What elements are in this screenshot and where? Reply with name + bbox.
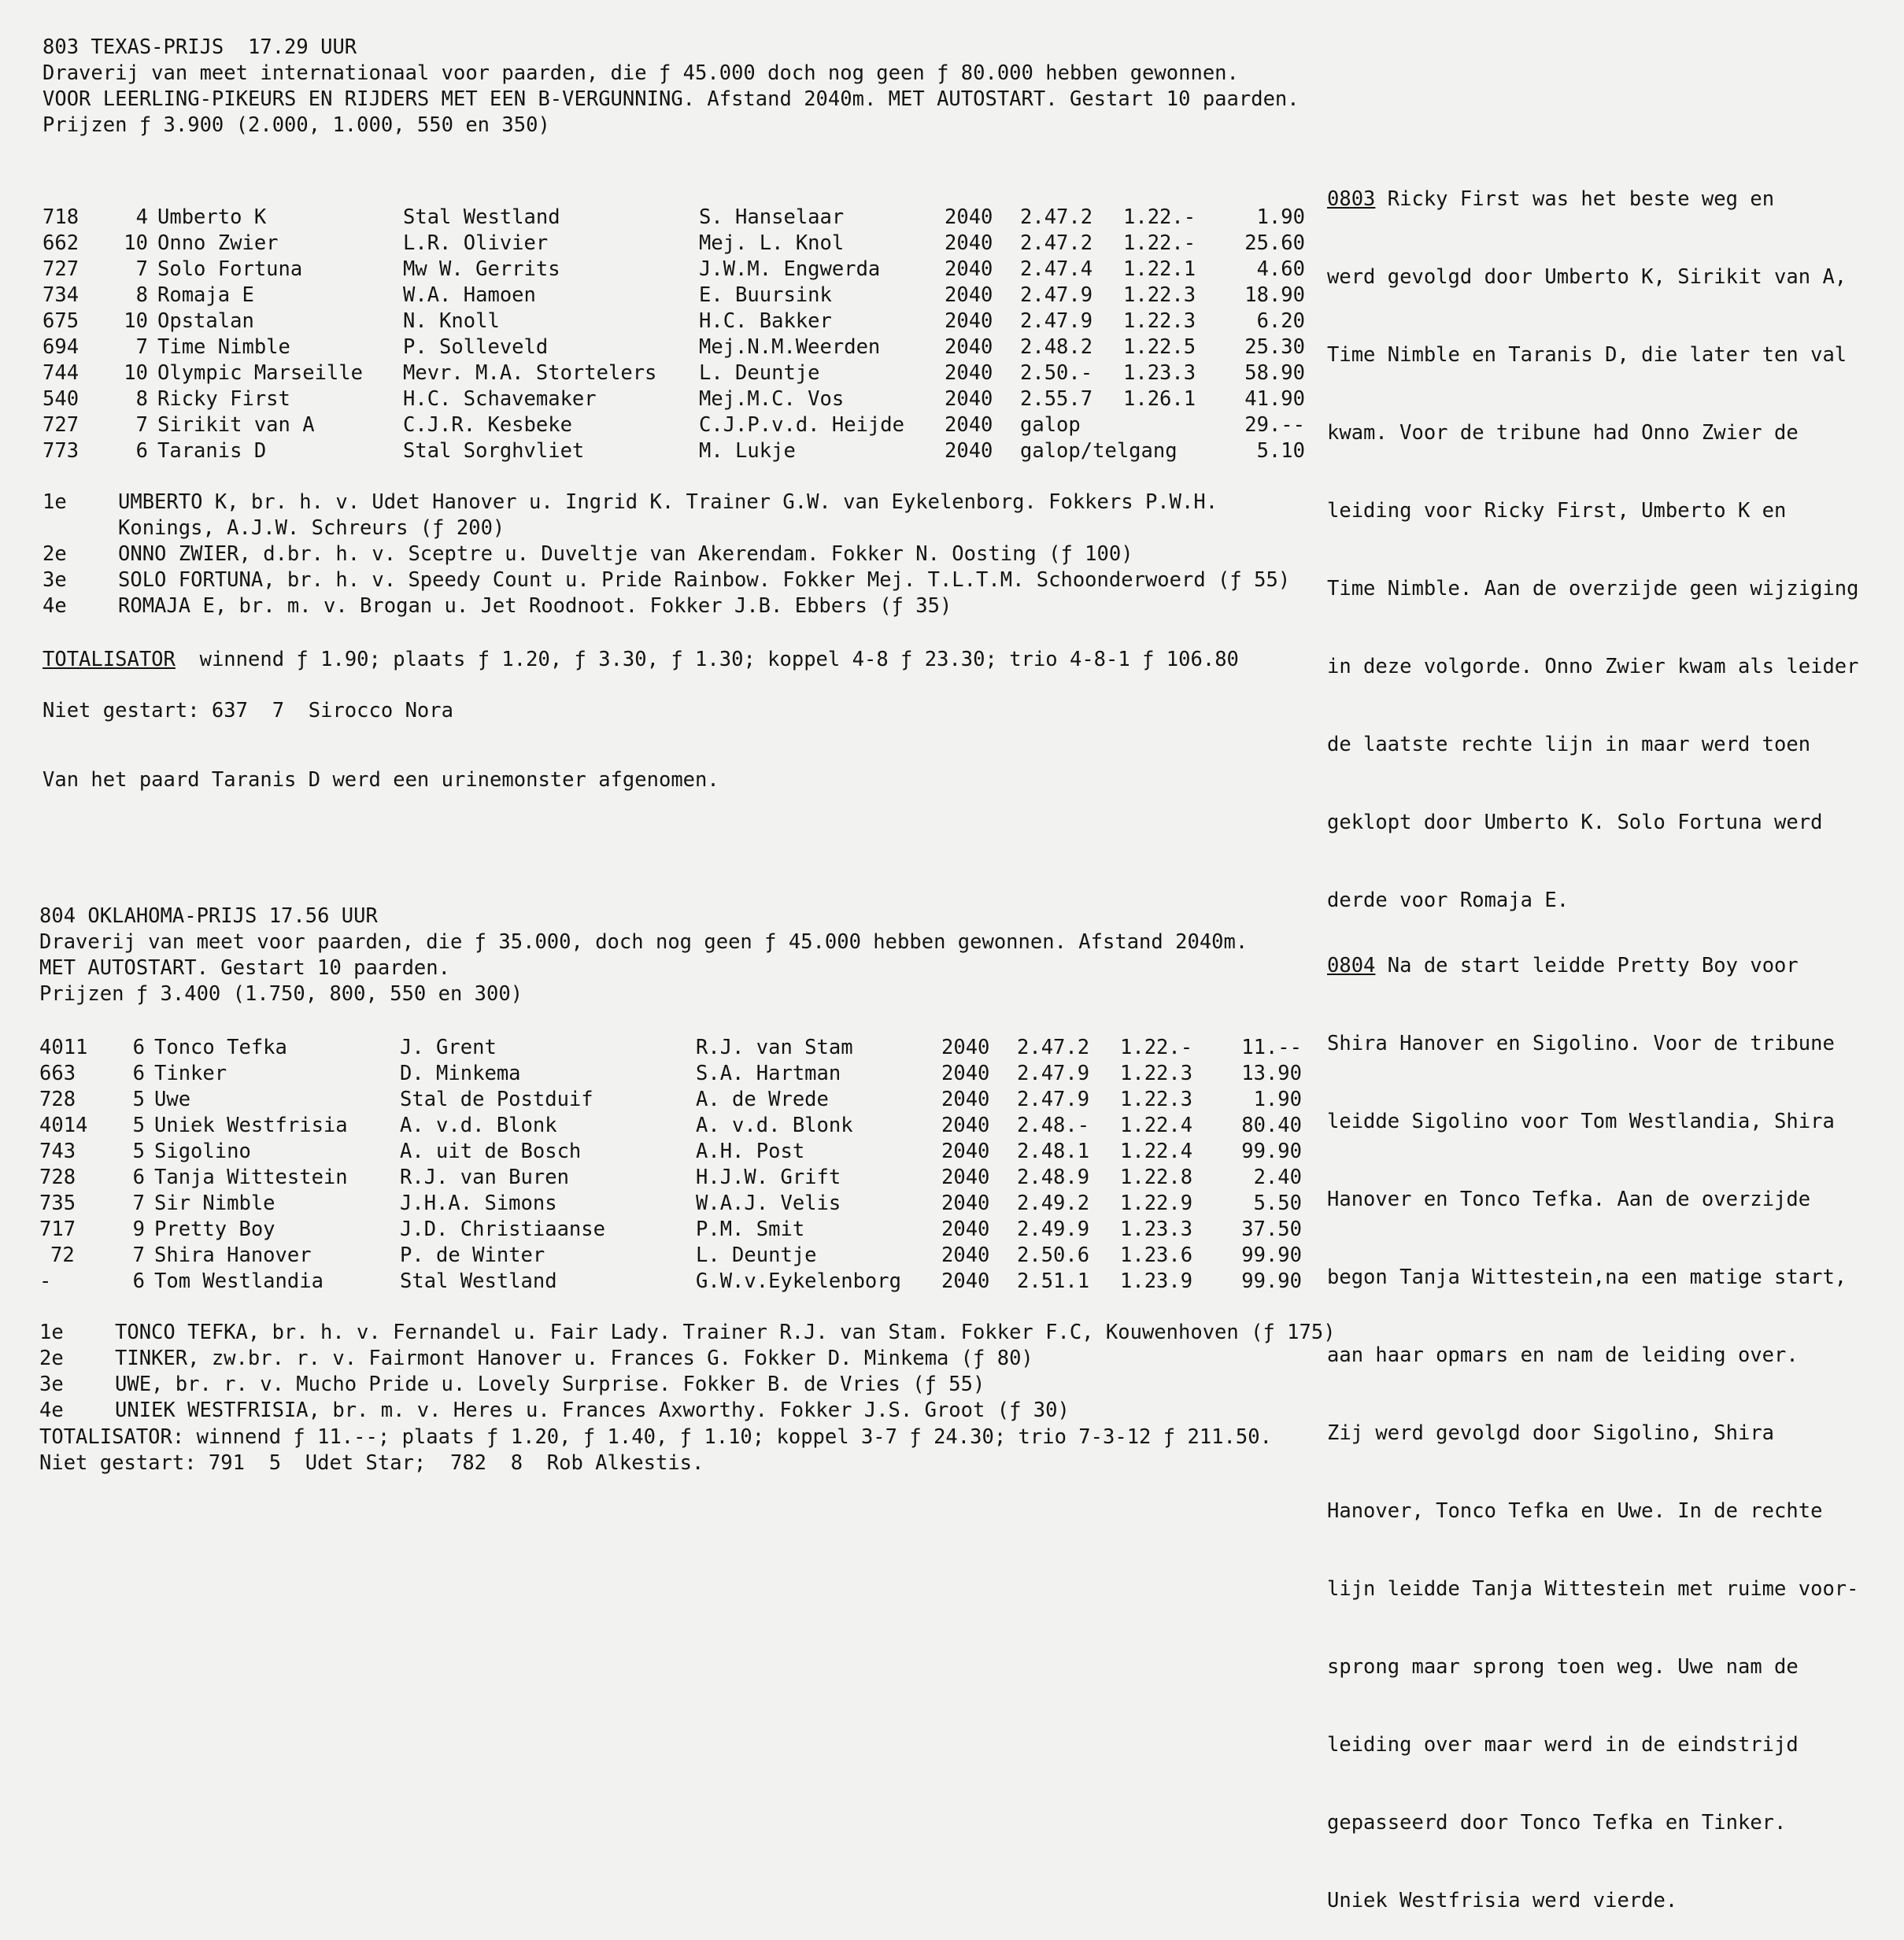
race-804-totalisator: TOTALISATOR: winnend ƒ 11.--; plaats ƒ 1.20, ƒ 1.40, ƒ 1.10; koppel 3-7 ƒ 24.30; trio 7-3-12 ƒ 211.50. <box>39 1425 1272 1449</box>
race-803-description: Draverij van meet internationaal voor paarden, die ƒ 45.000 doch nog geen ƒ 80.000 hebben gewonnen. <box>43 61 1239 85</box>
commentary-line: begon Tanja Wittestein,na een matige start, <box>1327 1266 1847 1289</box>
placing-text: UWE, br. r. v. Mucho Pride u. Lovely Surprise. Fokker B. de Vries (ƒ 55) <box>115 1373 985 1396</box>
start-number: 734 <box>43 283 79 307</box>
rider: A. v.d. Blonk <box>696 1114 853 1137</box>
race-803-prizes: Prijzen ƒ 3.900 (2.000, 1.000, 550 en 350) <box>43 113 550 137</box>
odds: 99.90 <box>1241 1243 1302 1267</box>
start-number: - <box>39 1269 52 1293</box>
rider: L. Deuntje <box>696 1243 817 1267</box>
result-row <box>0 387 1338 413</box>
race-time: 2.49.9 <box>1017 1218 1090 1241</box>
placing-row <box>43 594 1459 620</box>
rider: H.J.W. Grift <box>696 1166 841 1189</box>
rider: A. de Wrede <box>696 1088 829 1111</box>
odds: 25.30 <box>1244 335 1305 359</box>
commentary-line: leiding over maar werd in de eindstrijd <box>1327 1733 1799 1757</box>
km-time: 1.23.9 <box>1120 1269 1193 1293</box>
result-row <box>0 1062 1335 1088</box>
placing-text: UMBERTO K, br. h. v. Udet Hanover u. Ingrid K. Trainer G.W. van Eykelenborg. Fokkers P.W.H. <box>118 490 1218 514</box>
odds: 99.90 <box>1241 1140 1302 1163</box>
distance: 2040 <box>941 1269 990 1293</box>
race-803-note: Van het paard Taranis D werd een urinemonster afgenomen. <box>43 768 719 792</box>
rider: E. Buursink <box>699 283 832 307</box>
horse-name: Tinker <box>154 1062 227 1085</box>
post-number: 10 <box>124 309 148 333</box>
distance: 2040 <box>941 1062 990 1085</box>
race-time: 2.47.9 <box>1020 309 1093 333</box>
result-row <box>0 439 1338 465</box>
owner: N. Knoll <box>403 309 500 333</box>
commentary-line: kwam. Voor de tribune had Onno Zwier de <box>1327 421 1799 445</box>
race-804-prizes: Prijzen ƒ 3.400 (1.750, 800, 550 en 300) <box>39 982 523 1006</box>
start-number: 727 <box>43 413 79 437</box>
distance: 2040 <box>945 361 993 385</box>
owner: P. Solleveld <box>403 335 549 359</box>
owner: Stal Westland <box>403 205 560 229</box>
owner: W.A. Hamoen <box>403 283 536 307</box>
race-804-not-started: Niet gestart: 791 5 Udet Star; 782 8 Rob Alkestis. <box>39 1451 704 1475</box>
horse-name: Umberto K <box>157 205 267 229</box>
placing-label: 4e <box>39 1399 64 1422</box>
result-row <box>0 413 1338 439</box>
result-row <box>0 1166 1335 1192</box>
km-time: 1.22.5 <box>1123 335 1196 359</box>
owner: R.J. van Buren <box>400 1166 569 1189</box>
odds: 37.50 <box>1241 1218 1302 1241</box>
commentary-line: leidde Sigolino voor Tom Westlandia, Shira <box>1327 1110 1835 1133</box>
race-803-commentary <box>1327 135 1894 940</box>
distance: 2040 <box>945 257 993 281</box>
commentary-first-line <box>1327 953 1894 979</box>
odds: 29.-- <box>1244 413 1305 437</box>
rider: L. Deuntje <box>699 361 820 385</box>
start-number: 72 <box>50 1243 75 1267</box>
owner: Mw W. Gerrits <box>403 257 560 281</box>
start-number: 662 <box>43 231 79 255</box>
result-row <box>0 283 1338 309</box>
start-number: 743 <box>39 1140 76 1163</box>
distance: 2040 <box>941 1218 990 1241</box>
commentary-reference: 0803 <box>1327 187 1376 211</box>
distance: 2040 <box>945 231 993 255</box>
owner: J.D. Christiaanse <box>400 1218 605 1241</box>
owner: Stal Westland <box>400 1269 557 1293</box>
rider: A.H. Post <box>696 1140 805 1163</box>
race-time: 2.47.4 <box>1020 257 1093 281</box>
odds: 58.90 <box>1244 361 1305 385</box>
placing-text: Konings, A.J.W. Schreurs (ƒ 200) <box>118 516 505 540</box>
distance: 2040 <box>941 1114 990 1137</box>
rider: C.J.P.v.d. Heijde <box>699 413 904 437</box>
start-number: 4014 <box>39 1114 88 1137</box>
post-number: 6 <box>132 1269 145 1293</box>
post-number: 8 <box>135 283 148 307</box>
owner: H.C. Schavemaker <box>403 387 597 411</box>
start-number: 540 <box>43 387 79 411</box>
distance: 2040 <box>941 1036 990 1059</box>
rider: S. Hanselaar <box>699 205 845 229</box>
placing-text: UNIEK WESTFRISIA, br. m. v. Heres u. Frances Axworthy. Fokker J.S. Groot (ƒ 30) <box>115 1399 1070 1422</box>
race-803-totalisator <box>43 647 1239 673</box>
placing-text: TONCO TEFKA, br. h. v. Fernandel u. Fair Lady. Trainer R.J. van Stam. Fokker F.C, Kouwenhoven (ƒ 175) <box>115 1321 1336 1344</box>
distance: 2040 <box>945 205 993 229</box>
result-row <box>0 1218 1335 1243</box>
distance: 2040 <box>945 413 993 437</box>
horse-name: Time Nimble <box>157 335 290 359</box>
commentary-line: sprong maar sprong toen weg. Uwe nam de <box>1327 1655 1799 1679</box>
commentary-line: Shira Hanover en Sigolino. Voor de tribune <box>1327 1032 1835 1055</box>
commentary-line: Hanover en Tonco Tefka. Aan de overzijde <box>1327 1188 1811 1211</box>
odds: 99.90 <box>1241 1269 1302 1293</box>
placing-row <box>39 1347 1456 1373</box>
commentary-line: leiding voor Ricky First, Umberto K en <box>1327 499 1787 523</box>
start-number: 717 <box>39 1218 76 1241</box>
distance: 2040 <box>941 1166 990 1189</box>
commentary-first-line <box>1327 187 1894 212</box>
placing-text: TINKER, zw.br. r. v. Fairmont Hanover u. Frances G. Fokker D. Minkema (ƒ 80) <box>115 1347 1033 1370</box>
result-row <box>0 231 1338 257</box>
post-number: 7 <box>132 1243 145 1267</box>
horse-name: Opstalan <box>157 309 254 333</box>
horse-name: Sirikit van A <box>157 413 315 437</box>
commentary-line: lijn leidde Tanja Wittestein met ruime voor- <box>1327 1577 1859 1601</box>
race-804-header: 804 OKLAHOMA-PRIJS 17.56 UUR <box>39 904 378 928</box>
km-time: 1.22.8 <box>1120 1166 1193 1189</box>
start-number: 728 <box>39 1088 76 1111</box>
km-time: 1.22.3 <box>1120 1062 1193 1085</box>
post-number: 5 <box>132 1140 145 1163</box>
odds: 25.60 <box>1244 231 1305 255</box>
post-number: 6 <box>132 1062 145 1085</box>
race-time: galop/telgang <box>1020 439 1178 463</box>
km-time: 1.26.1 <box>1123 387 1196 411</box>
totalisator-payouts: winnend ƒ 1.90; plaats ƒ 1.20, ƒ 3.30, ƒ 1.30; koppel 4-8 ƒ 23.30; trio 4-8-1 ƒ 106.80 <box>175 648 1239 671</box>
placing-label: 4e <box>43 594 67 618</box>
rider: R.J. van Stam <box>696 1036 853 1059</box>
commentary-line: derde voor Romaja E. <box>1327 889 1569 912</box>
odds: 41.90 <box>1244 387 1305 411</box>
post-number: 5 <box>132 1088 145 1111</box>
owner: P. de Winter <box>400 1243 545 1267</box>
distance: 2040 <box>945 335 993 359</box>
result-row <box>0 1114 1335 1140</box>
placing-label: 2e <box>39 1347 64 1370</box>
horse-name: Romaja E <box>157 283 254 307</box>
start-number: 4011 <box>39 1036 88 1059</box>
placing-row <box>39 1399 1456 1425</box>
placing-label: 1e <box>39 1321 64 1344</box>
race-time: 2.47.2 <box>1020 231 1093 255</box>
km-time: 1.22.4 <box>1120 1140 1193 1163</box>
rider: Mej.N.M.Weerden <box>699 335 881 359</box>
post-number: 5 <box>132 1114 145 1137</box>
result-row <box>0 1088 1335 1114</box>
race-time: 2.47.9 <box>1017 1062 1090 1085</box>
commentary-line: Uniek Westfrisia werd vierde. <box>1327 1889 1678 1912</box>
start-number: 744 <box>43 361 79 385</box>
owner: L.R. Olivier <box>403 231 549 255</box>
post-number: 7 <box>135 257 148 281</box>
commentary-line: Hanover, Tonco Tefka en Uwe. In de rechte <box>1327 1499 1823 1523</box>
odds: 80.40 <box>1241 1114 1302 1137</box>
horse-name: Ricky First <box>157 387 290 411</box>
result-row <box>0 1269 1335 1295</box>
owner: Stal Sorghvliet <box>403 439 585 463</box>
commentary-text: Na de start leidde Pretty Boy voor <box>1375 954 1799 977</box>
owner: A. uit de Bosch <box>400 1140 582 1163</box>
odds: 11.-- <box>1241 1036 1302 1059</box>
horse-name: Taranis D <box>157 439 267 463</box>
distance: 2040 <box>945 309 993 333</box>
distance: 2040 <box>941 1192 990 1215</box>
post-number: 7 <box>135 335 148 359</box>
km-time: 1.22.- <box>1120 1036 1193 1059</box>
rider: M. Lukje <box>699 439 796 463</box>
start-number: 728 <box>39 1166 76 1189</box>
race-803-header: 803 TEXAS-PRIJS 17.29 UUR <box>43 35 357 59</box>
distance: 2040 <box>945 387 993 411</box>
totalisator-label: TOTALISATOR <box>43 648 176 671</box>
rider: S.A. Hartman <box>696 1062 841 1085</box>
commentary-text: Ricky First was het beste weg en <box>1375 187 1775 211</box>
race-time: 2.51.1 <box>1017 1269 1090 1293</box>
rider: P.M. Smit <box>696 1218 805 1241</box>
start-number: 718 <box>43 205 79 229</box>
placing-text: SOLO FORTUNA, br. h. v. Speedy Count u. Pride Rainbow. Fokker Mej. T.L.T.M. Schoonderwoerd (ƒ 55) <box>118 568 1291 592</box>
owner: J. Grent <box>400 1036 497 1059</box>
rider: Mej. L. Knol <box>699 231 845 255</box>
odds: 4.60 <box>1256 257 1305 281</box>
km-time: 1.22.3 <box>1120 1088 1193 1111</box>
owner: D. Minkema <box>400 1062 521 1085</box>
odds: 1.90 <box>1256 205 1305 229</box>
post-number: 6 <box>132 1036 145 1059</box>
placing-row <box>39 1321 1456 1347</box>
rider: J.W.M. Engwerda <box>699 257 881 281</box>
km-time: 1.22.9 <box>1120 1192 1193 1215</box>
placing-text: ONNO ZWIER, d.br. h. v. Sceptre u. Duveltje van Akerendam. Fokker N. Oosting (ƒ 100) <box>118 542 1133 566</box>
race-time: 2.49.2 <box>1017 1192 1090 1215</box>
rider: H.C. Bakker <box>699 309 832 333</box>
start-number: 735 <box>39 1192 76 1215</box>
placing-label: 3e <box>39 1373 64 1396</box>
placing-label: 2e <box>43 542 67 566</box>
km-time: 1.22.4 <box>1120 1114 1193 1137</box>
result-row <box>0 361 1338 387</box>
km-time: 1.22.- <box>1123 205 1196 229</box>
rider: Mej.M.C. Vos <box>699 387 845 411</box>
race-803-not-started: Niet gestart: 637 7 Sirocco Nora <box>43 699 453 722</box>
distance: 2040 <box>945 283 993 307</box>
race-time: 2.47.9 <box>1020 283 1093 307</box>
start-number: 773 <box>43 439 79 463</box>
race-time: 2.48.9 <box>1017 1166 1090 1189</box>
odds: 5.10 <box>1256 439 1305 463</box>
distance: 2040 <box>945 439 993 463</box>
owner: J.H.A. Simons <box>400 1192 557 1215</box>
distance: 2040 <box>941 1088 990 1111</box>
result-row <box>0 1243 1335 1269</box>
commentary-line: werd gevolgd door Umberto K, Sirikit van A, <box>1327 265 1847 289</box>
rider: W.A.J. Velis <box>696 1192 841 1215</box>
result-row <box>0 1036 1335 1062</box>
rider: G.W.v.Eykelenborg <box>696 1269 901 1293</box>
odds: 2.40 <box>1253 1166 1302 1189</box>
odds: 5.50 <box>1253 1192 1302 1215</box>
placing-row <box>43 568 1459 594</box>
post-number: 8 <box>135 387 148 411</box>
race-time: 2.48.1 <box>1017 1140 1090 1163</box>
horse-name: Olympic Marseille <box>157 361 363 385</box>
horse-name: Tom Westlandia <box>154 1269 323 1293</box>
commentary-reference: 0804 <box>1327 954 1376 977</box>
placing-label: 1e <box>43 490 67 514</box>
commentary-line: geklopt door Umberto K. Solo Fortuna werd <box>1327 811 1823 834</box>
owner: A. v.d. Blonk <box>400 1114 557 1137</box>
odds: 1.90 <box>1253 1088 1302 1111</box>
horse-name: Uwe <box>154 1088 191 1111</box>
commentary-line: gepasseerd door Tonco Tefka en Tinker. <box>1327 1811 1787 1835</box>
post-number: 7 <box>132 1192 145 1215</box>
placing-row <box>39 1373 1456 1399</box>
horse-name: Tanja Wittestein <box>154 1166 348 1189</box>
commentary-line: aan haar opmars en nam de leiding over. <box>1327 1343 1799 1367</box>
odds: 6.20 <box>1256 309 1305 333</box>
race-time: 2.47.2 <box>1017 1036 1090 1059</box>
placing-row <box>43 490 1459 516</box>
owner: C.J.R. Kesbeke <box>403 413 572 437</box>
km-time: 1.22.- <box>1123 231 1196 255</box>
race-time: 2.48.- <box>1017 1114 1090 1137</box>
result-row <box>0 1140 1335 1166</box>
commentary-line: Time Nimble en Taranis D, die later ten val <box>1327 343 1847 367</box>
race-time: 2.50.- <box>1020 361 1093 385</box>
distance: 2040 <box>941 1243 990 1267</box>
distance: 2040 <box>941 1140 990 1163</box>
result-row <box>0 309 1338 335</box>
placing-label: 3e <box>43 568 67 592</box>
post-number: 10 <box>124 231 148 255</box>
placing-row <box>43 516 1459 542</box>
placing-row <box>43 542 1459 568</box>
odds: 18.90 <box>1244 283 1305 307</box>
odds: 13.90 <box>1241 1062 1302 1085</box>
result-row <box>0 1192 1335 1218</box>
post-number: 6 <box>135 439 148 463</box>
post-number: 9 <box>132 1218 145 1241</box>
horse-name: Tonco Tefka <box>154 1036 287 1059</box>
owner: Stal de Postduif <box>400 1088 593 1111</box>
horse-name: Pretty Boy <box>154 1218 275 1241</box>
race-time: galop <box>1020 413 1081 437</box>
start-number: 663 <box>39 1062 76 1085</box>
race-804-description: Draverij van meet voor paarden, die ƒ 35.000, doch nog geen ƒ 45.000 hebben gewonnen. Afstand 2040m. <box>39 930 1248 954</box>
km-time: 1.23.3 <box>1120 1218 1193 1241</box>
horse-name: Sir Nimble <box>154 1192 275 1215</box>
race-time: 2.50.6 <box>1017 1243 1090 1267</box>
horse-name: Sigolino <box>154 1140 251 1163</box>
start-number: 727 <box>43 257 79 281</box>
horse-name: Solo Fortuna <box>157 257 303 281</box>
start-number: 694 <box>43 335 79 359</box>
race-804-conditions: MET AUTOSTART. Gestart 10 paarden. <box>39 956 450 980</box>
commentary-line: in deze volgorde. Onno Zwier kwam als leider <box>1327 655 1859 678</box>
post-number: 4 <box>135 205 148 229</box>
km-time: 1.23.6 <box>1120 1243 1193 1267</box>
post-number: 6 <box>132 1166 145 1189</box>
horse-name: Uniek Westfrisia <box>154 1114 348 1137</box>
race-time: 2.48.2 <box>1020 335 1093 359</box>
horse-name: Onno Zwier <box>157 231 279 255</box>
race-time: 2.55.7 <box>1020 387 1093 411</box>
commentary-line: de laatste rechte lijn in maar werd toen <box>1327 733 1811 756</box>
placing-text: ROMAJA E, br. m. v. Brogan u. Jet Roodnoot. Fokker J.B. Ebbers (ƒ 35) <box>118 594 952 618</box>
commentary-line: Zij werd gevolgd door Sigolino, Shira <box>1327 1421 1775 1445</box>
km-time: 1.22.1 <box>1123 257 1196 281</box>
horse-name: Shira Hanover <box>154 1243 312 1267</box>
commentary-line: Time Nimble. Aan de overzijde geen wijziging <box>1327 577 1859 600</box>
km-time: 1.22.3 <box>1123 283 1196 307</box>
race-803-placings <box>0 490 1495 624</box>
result-row <box>0 205 1338 231</box>
owner: Mevr. M.A. Stortelers <box>403 361 657 385</box>
post-number: 10 <box>124 361 148 385</box>
race-803-conditions: VOOR LEERLING-PIKEURS EN RIJDERS MET EEN B-VERGUNNING. Afstand 2040m. MET AUTOSTART. Gestart 10 paarden. <box>43 87 1300 111</box>
post-number: 7 <box>135 413 148 437</box>
km-time: 1.23.3 <box>1123 361 1196 385</box>
race-time: 2.47.9 <box>1017 1088 1090 1111</box>
start-number: 675 <box>43 309 79 333</box>
race-804-commentary <box>1327 901 1894 1940</box>
race-time: 2.47.2 <box>1020 205 1093 229</box>
race-804-placings <box>0 1321 1492 1431</box>
km-time: 1.22.3 <box>1123 309 1196 333</box>
result-row <box>0 257 1338 283</box>
result-row <box>0 335 1338 361</box>
